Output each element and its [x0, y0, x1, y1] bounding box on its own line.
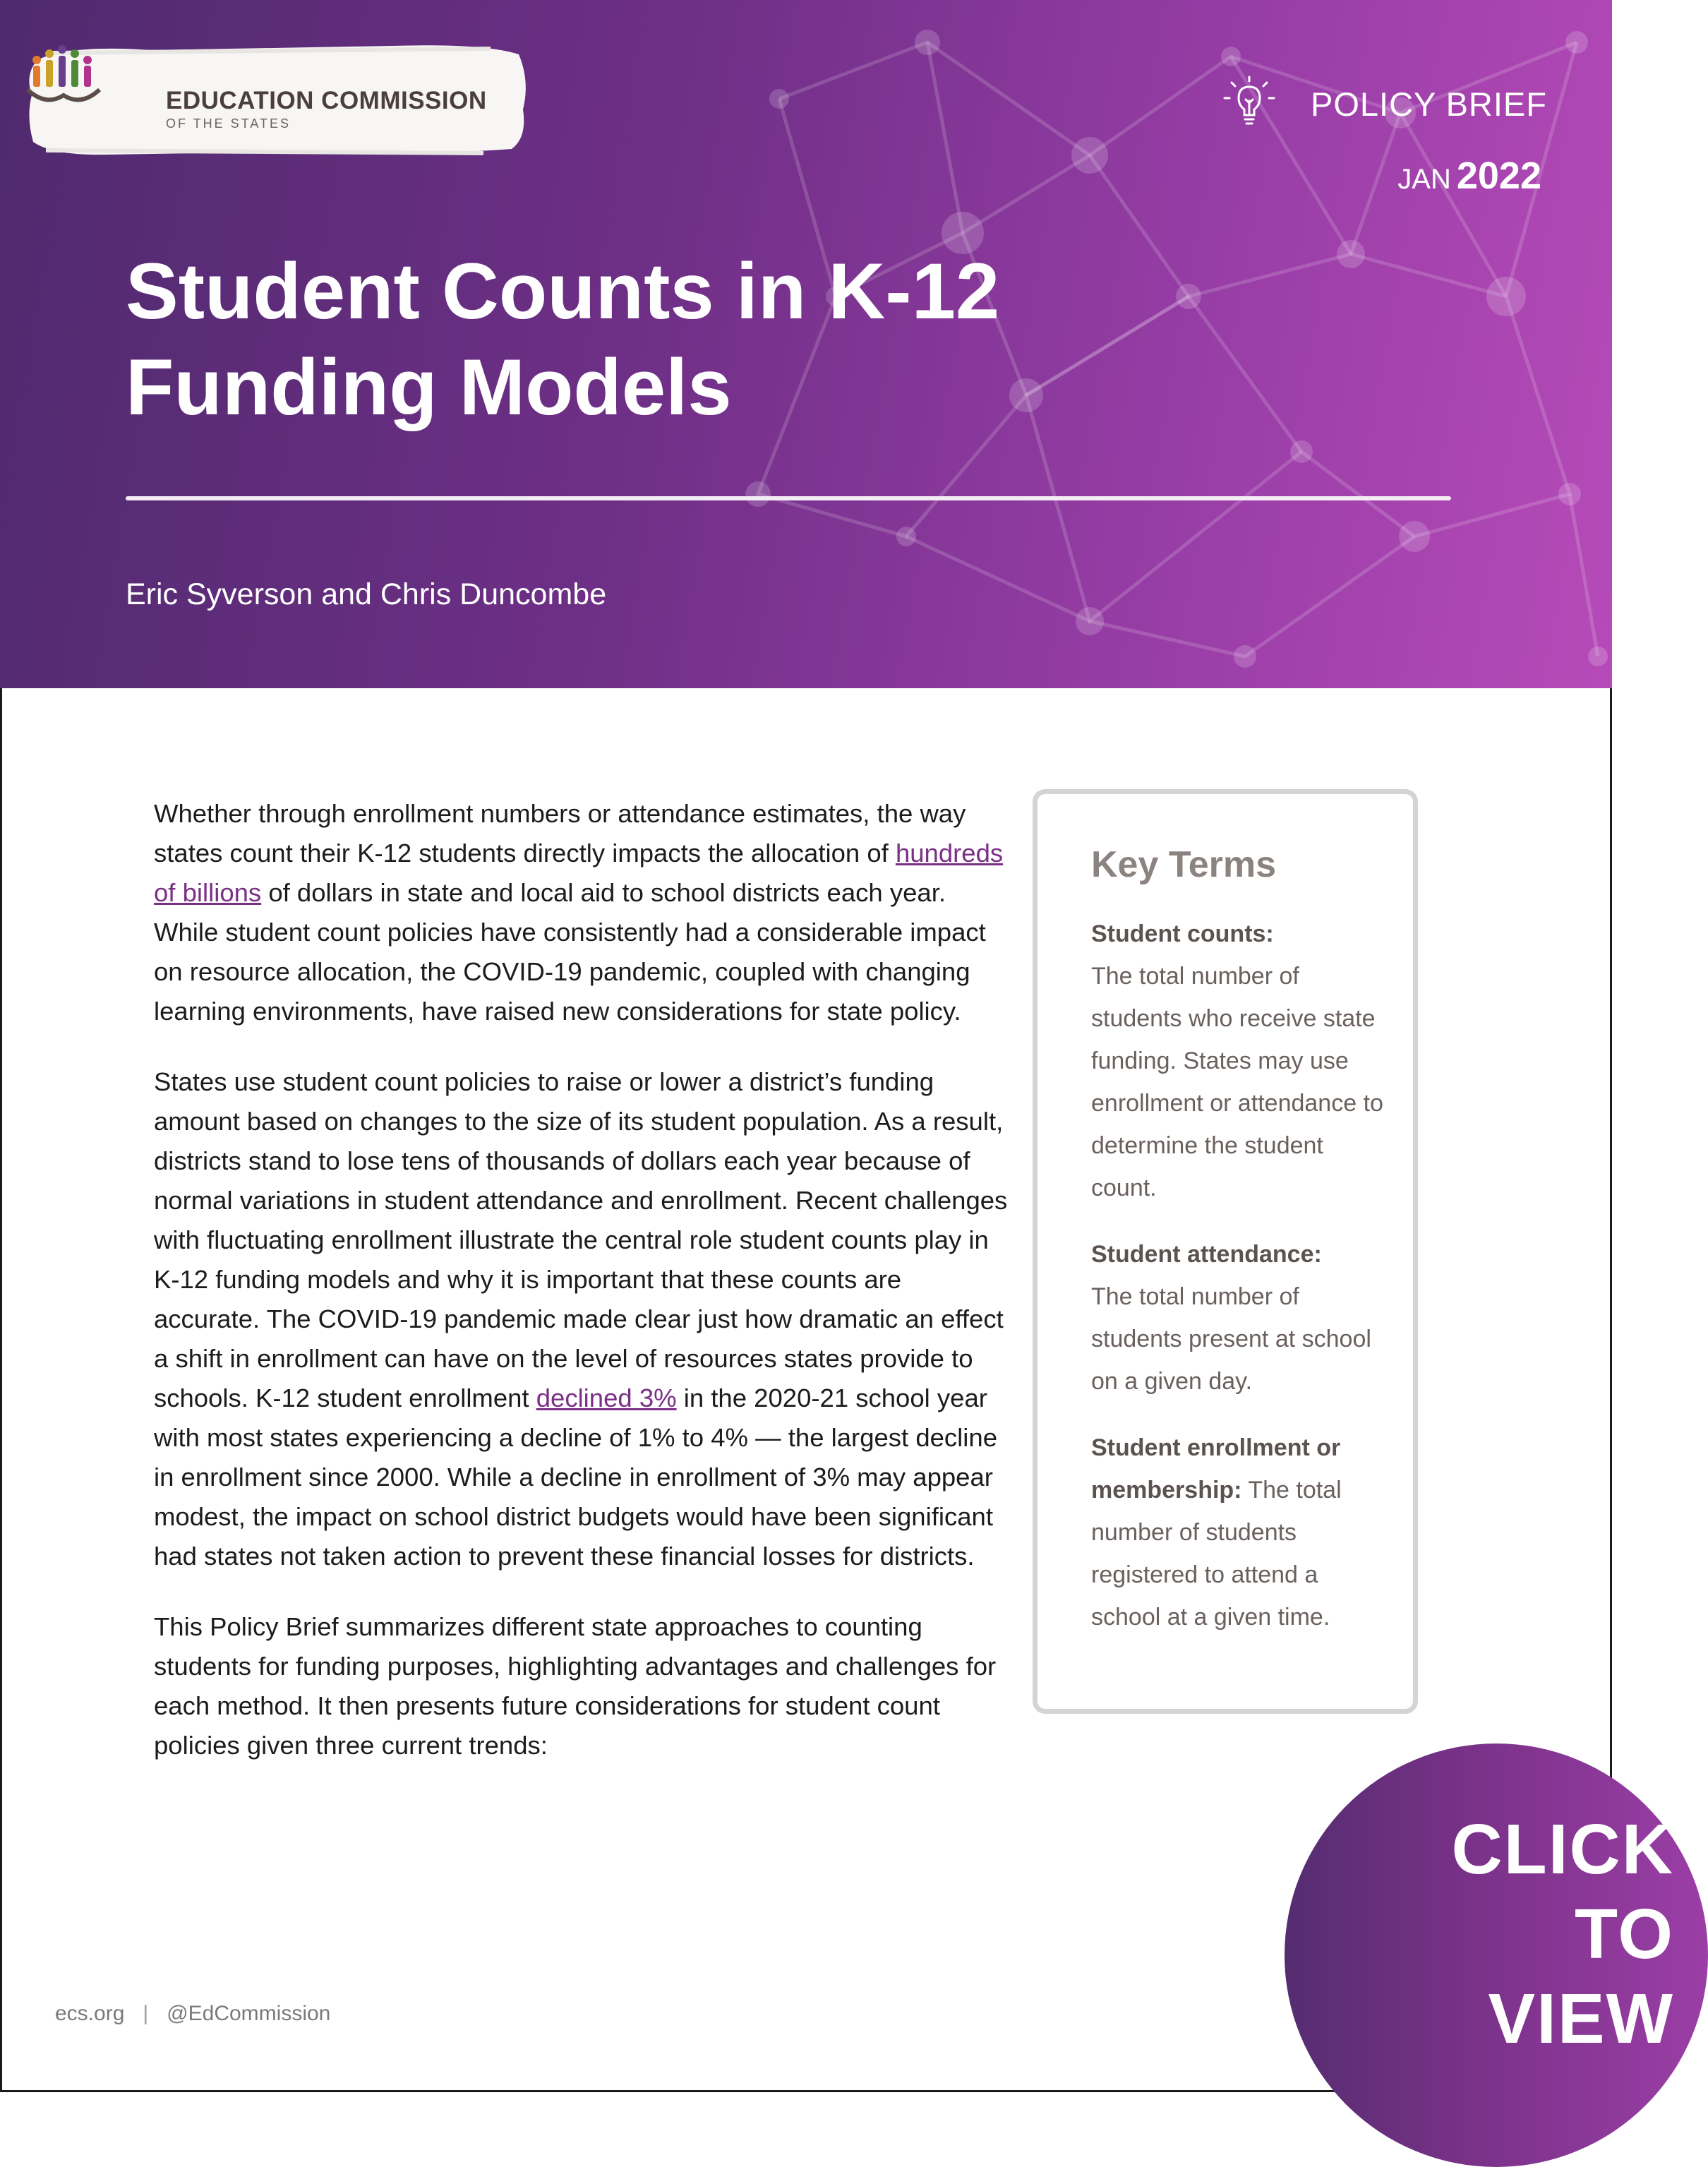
key-term-label: Student attendance:: [1091, 1241, 1322, 1268]
key-term-definition: The total number of students registered to attend a school at a given time.: [1091, 1477, 1342, 1631]
cta-line-3: VIEW: [1488, 1979, 1674, 2058]
title-line-1: Student Counts in K-12: [126, 247, 1000, 335]
footer-separator: |: [143, 2002, 149, 2025]
footer-website[interactable]: ecs.org: [55, 2002, 125, 2025]
date-month: JAN: [1397, 164, 1451, 195]
authors: Eric Syverson and Chris Duncombe: [126, 577, 607, 611]
publication-date: [1397, 154, 1541, 198]
declined-3-percent-link[interactable]: declined 3%: [536, 1383, 677, 1412]
key-term-item: [1091, 1233, 1389, 1403]
footer: [55, 2002, 330, 2026]
key-term-definition: The total number of students who receive state funding. States may use enrollment or attendance to determine the student count.: [1091, 963, 1383, 1201]
main-body-text: [154, 794, 1008, 1796]
header-banner: [0, 0, 1612, 688]
key-term-item: [1091, 1427, 1389, 1638]
title-divider: [126, 496, 1451, 500]
key-terms-box: [1033, 789, 1418, 1714]
cta-line-2: TO: [1574, 1895, 1674, 1974]
lightbulb-icon: [1217, 74, 1281, 131]
paragraph-2: States use student count policies to raise or lower a district’s funding amount based on changes to the size of its student population. As a result, districts stand to lose tens of thousands of dollars each year because of normal variations in student attendance and enrollment. Recent challenges with fluctuating enrollment illustrate the central role student counts play in K-12 funding models and why it is important that these counts are accurate. The COVID-19 pandemic made clear just how dramatic an effect a shift in enrollment can have on the level of resources states provide to schools. K-12 student enrollment declined 3% in the 2020-21 school year with most states experiencing a decline of 1% to 4% — the largest decline in enrollment since 2000. While a decline in enrollment of 3% may appear modest, the impact on school district budgets would have been significant had states not taken action to prevent these financial losses for districts.: [154, 1067, 1008, 1571]
org-subtitle: OF THE STATES: [166, 116, 291, 131]
key-terms-heading: Key Terms: [1091, 844, 1277, 885]
click-to-view-button[interactable]: [1285, 1743, 1708, 2167]
people-logo-icon: [25, 39, 124, 109]
footer-social-handle[interactable]: @EdCommission: [167, 2002, 331, 2025]
cta-label: [1451, 1807, 1674, 2061]
document-type-label: POLICY BRIEF: [1310, 85, 1547, 123]
key-term-definition: The total number of students present at school on a given day.: [1091, 1283, 1371, 1395]
title-line-2: Funding Models: [126, 343, 732, 431]
key-term-item: [1091, 913, 1389, 1209]
page-title: [126, 244, 1184, 436]
cta-line-1: CLICK: [1451, 1810, 1674, 1889]
hundreds-of-billions-link[interactable]: hundreds of billions: [154, 839, 1004, 907]
key-term-label: Student enrollment or membership:: [1091, 1434, 1341, 1503]
paragraph-1: Whether through enrollment numbers or attendance estimates, the way states count their K-12 students directly impacts the allocation of hundreds of billions of dollars in state and local aid to school districts each year. While student count policies have consistently had a considerable impact on resource allocation, the COVID-19 pandemic, coupled with changing learning environments, have raised new considerations for state policy.: [154, 799, 1004, 1026]
key-term-label: Student counts:: [1091, 920, 1274, 947]
org-name: EDUCATION COMMISSION: [166, 87, 487, 114]
paragraph-3: This Policy Brief summarizes different state approaches to counting students for funding purposes, highlighting advantages and challenges for each method. It then presents future considerations for student count policies given three current trends:: [154, 1612, 997, 1760]
date-year: 2022: [1456, 155, 1541, 197]
logo: [25, 39, 533, 159]
